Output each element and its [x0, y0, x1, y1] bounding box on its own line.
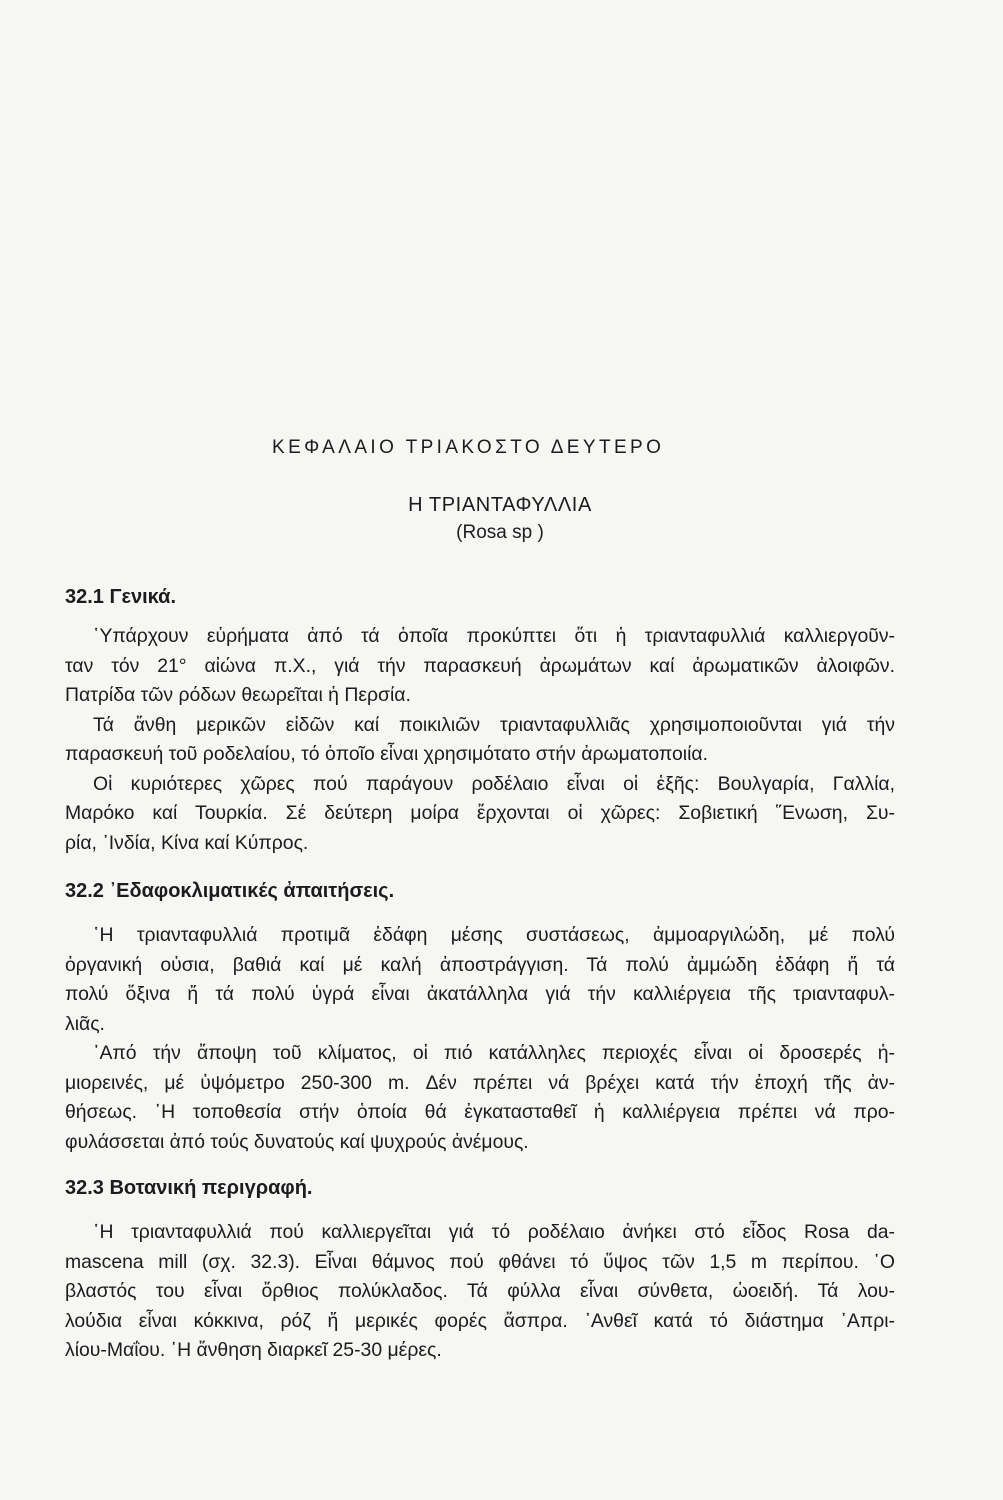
- section-body-soil-climate: [65, 921, 895, 1157]
- chapter-title: ΚΕΦΑΛΑΙΟ ΤΡΙΑΚΟΣΤΟ ΔΕΥΤΕΡΟ: [272, 437, 665, 458]
- text-line: λιᾶς.: [65, 1012, 105, 1035]
- section-heading-general: 32.1 Γενικά.: [65, 586, 177, 608]
- section-heading-soil-climate: 32.2 ᾽Εδαφοκλιματικές ἀπαιτήσεις.: [65, 880, 395, 902]
- section-body-botanical-description: [65, 1218, 895, 1366]
- text-line: ταν τόν 21° αἰώνα π.Χ., γιά τήν παρασκευή ἀρωμάτων καί ἀρωματικῶν ἀλοιφῶν.: [65, 654, 895, 677]
- text-line: λίου-Μαΐου. ῾Η ἄνθηση διαρκεῖ 25-30 μέρες.: [65, 1339, 442, 1361]
- text-line: φυλάσσεται ἀπό τούς δυνατούς καί ψυχρούς ἀνέμους.: [65, 1130, 529, 1153]
- text-line: βλαστός του εἶναι ὄρθιος πολύκλαδος. Τά φύλλα εἶναι σύνθετα, ὠοειδή. Τά λου-: [65, 1280, 895, 1302]
- text-line: ρία, ᾽Ινδία, Κίνα καί Κύπρος.: [65, 831, 309, 854]
- subtitle: (Rosa sp ): [456, 522, 544, 543]
- text-line: ὀργανική οὐσια, βαθιά καί μέ καλή ἀποστράγγιση. Τά πολύ ἀμμώδη ἐδάφη ἤ τά: [65, 953, 895, 976]
- text-line: Τά ἄνθη μερικῶν εἰδῶν καί ποικιλιῶν τριανταφυλλιᾶς χρησιμοποιοῦνται γιά τήν: [93, 713, 895, 736]
- section-heading-botanical-description: 32.3 Βοτανική περιγραφή.: [65, 1177, 313, 1199]
- main-title: Η ΤΡΙΑΝΤΑΦΥΛΛΙΑ: [408, 494, 592, 516]
- text-line: ῾Υπάρχουν εὑρήματα ἀπό τά ὁποῖα προκύπτει ὅτι ἡ τριανταφυλλιά καλλιεργοῦν-: [93, 625, 895, 647]
- text-line: ῾Η τριανταφυλλιά προτιμᾶ ἐδάφη μέσης συστάσεως, ἀμμοαργιλώδη, μέ πολύ: [93, 924, 895, 946]
- text-line: πολύ ὄξινα ἤ τά πολύ ὑγρά εἶναι ἀκατάλληλα γιά τήν καλλιέργεια τῆς τριανταφυλ-: [65, 983, 895, 1005]
- text-line: Μαρόκο καί Τουρκία. Σέ δεύτερη μοίρα ἔρχονται οἱ χῶρες: Σοβιετική ῞Ενωση, Συ-: [65, 802, 895, 824]
- text-line: Πατρίδα τῶν ρόδων θεωρεῖται ἡ Περσία.: [65, 684, 411, 706]
- text-line: mascena mill (σχ. 32.3). Εἶναι θάμνος πού φθάνει τό ὕψος τῶν 1,5 m περίπου. ῾Ο: [65, 1250, 895, 1273]
- text-line: Οἱ κυριότερες χῶρες πού παράγουν ροδέλαιο εἶναι οἱ ἑξῆς: Βουλγαρία, Γαλλία,: [93, 772, 895, 795]
- text-line: ᾽Από τήν ἄποψη τοῦ κλίματος, οἱ πιό κατάλληλες περιοχές εἶναι οἱ δροσερές ἡ-: [93, 1042, 895, 1064]
- text-line: λούδια εἶναι κόκκινα, ρόζ ἤ μερικές φορές ἄσπρα. ᾽Ανθεῖ κατά τό διάστημα ᾽Απρι-: [65, 1309, 895, 1332]
- text-line: ῾Η τριανταφυλλιά πού καλλιεργεῖται γιά τό ροδέλαιο ἀνήκει στό εἶδος Rosa da-: [93, 1221, 895, 1243]
- text-line: θήσεως. ῾Η τοποθεσία στήν ὁποία θά ἐγκατασταθεῖ ἡ καλλιέργεια πρέπει νά προ-: [65, 1101, 895, 1123]
- section-body-general: [65, 622, 895, 858]
- text-line: παρασκευή τοῦ ροδελαίου, τό ὁποῖο εἶναι χρησιμότατο στήν ἀρωματοποιία.: [65, 743, 709, 765]
- text-line: μιορεινές, μέ ὑψόμετρο 250-300 m. Δέν πρέπει νά βρέχει κατά τήν ἐποχή τῆς ἀν-: [65, 1071, 895, 1094]
